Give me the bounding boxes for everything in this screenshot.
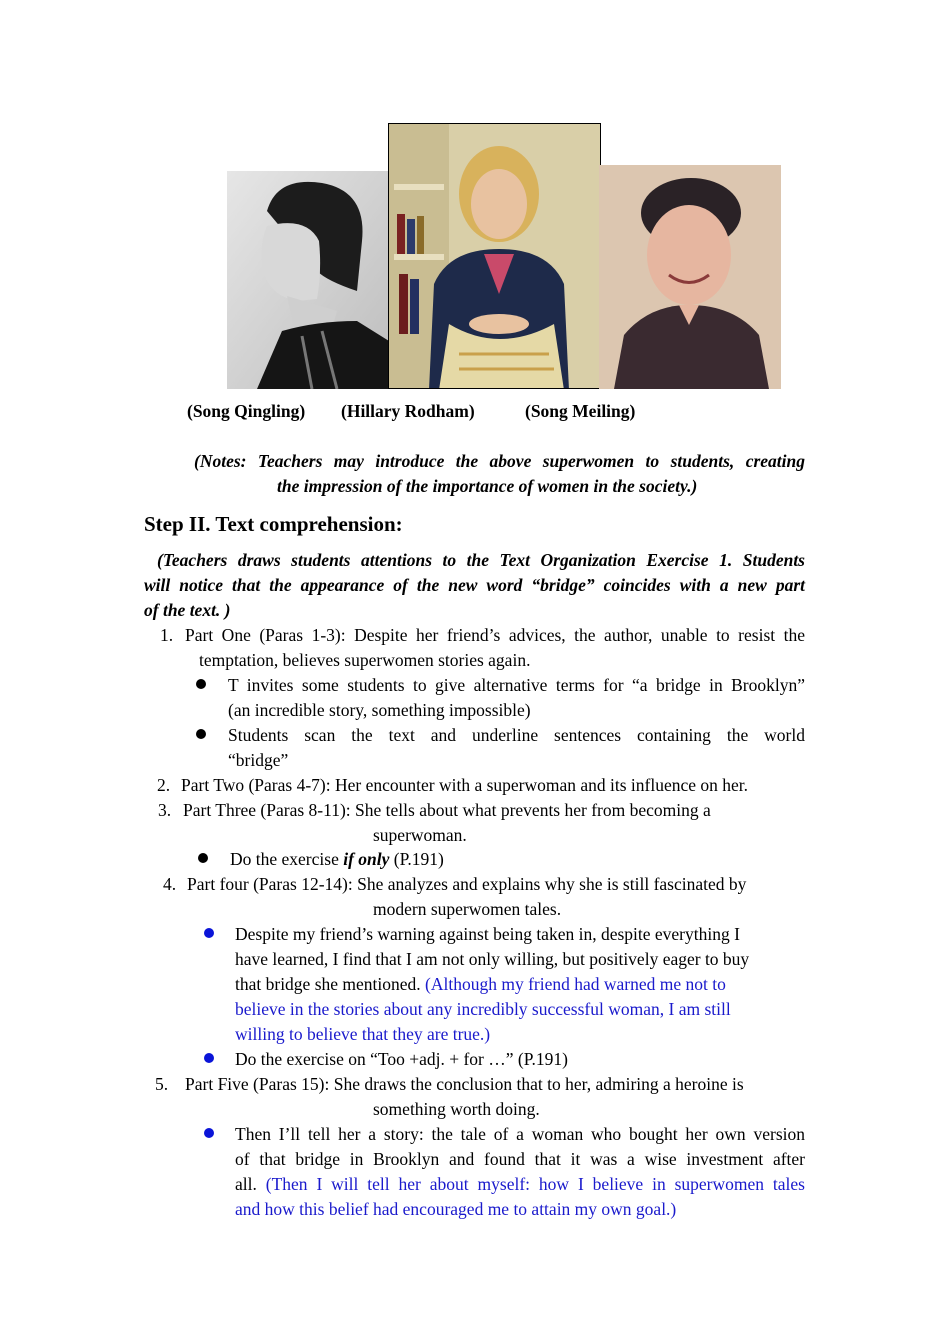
photo-song-qingling [227, 171, 389, 389]
photo-hillary-rodham [388, 123, 601, 389]
part-4-bullet-1-text: that bridge she mentioned. [235, 974, 426, 994]
part-5-line-1: Part Five (Paras 15): She draws the conclusion that to her, admiring a heroine is [185, 1074, 744, 1094]
bullet-dot [196, 729, 206, 739]
part-1-bullet-1-line-1: T invites some students to give alternative terms for “a bridge in Brooklyn” [228, 675, 805, 695]
caption-song-meiling: (Song Meiling) [525, 401, 636, 421]
section-heading: Step II. Text comprehension: [144, 512, 403, 536]
part-4-bullet-1-line-2: have learned, I find that I am not only willing, but positively eager to buy [235, 949, 750, 969]
part-3-bullet-page: (P.191) [389, 849, 444, 869]
part-5-bullet-1-line-1: Then I’ll tell her a story: the tale of a woman who bought her own version [235, 1124, 805, 1144]
intro-line-2: will notice that the appearance of the new word “bridge” coincides with a new part [144, 575, 805, 595]
caption-song-qingling: (Song Qingling) [187, 401, 306, 421]
part-3-number: 3. [158, 800, 172, 820]
intro-line-3: of the text. ) [144, 600, 231, 620]
part-5-bullet-1-line-3 [235, 1172, 805, 1197]
intro-line-1: (Teachers draws students attentions to the Text Organization Exercise 1. Students [157, 550, 805, 570]
part-5-bullet-1-paraphrase: (Then I will tell her about myself: how I believe in superwomen tales [265, 1174, 805, 1194]
part-3-bullet-text: Do the exercise [230, 849, 344, 869]
part-4-bullet-1-paraphrase: (Although my friend had warned me not to [425, 974, 726, 994]
part-1-number: 1. [160, 625, 174, 645]
part-5-number: 5. [155, 1074, 169, 1094]
part-4-bullet-1-line-5: willing to believe that they are true.) [235, 1024, 491, 1044]
part-5-line-2: something worth doing. [373, 1099, 540, 1119]
part-4-bullet-1-line-1: Despite my friend’s warning against being taken in, despite everything I [235, 924, 740, 944]
part-4-bullet-1-line-4: believe in the stories about any incredibly successful woman, I am still [235, 999, 731, 1019]
caption-hillary-rodham: (Hillary Rodham) [341, 401, 475, 421]
part-3-bullet-emphasis: if only [343, 849, 390, 869]
part-4-line-1: Part four (Paras 12-14): She analyzes and explains why she is still fascinated by [187, 874, 747, 894]
part-3-line-1: Part Three (Paras 8-11): She tells about what prevents her from becoming a [183, 800, 711, 820]
bullet-dot [204, 928, 214, 938]
part-1-line-2: temptation, believes superwomen stories again. [199, 650, 531, 670]
part-4-number: 4. [163, 874, 177, 894]
part-1-bullet-2-line-2: “bridge” [228, 750, 289, 770]
bullet-dot [198, 853, 208, 863]
notes-line-2: the impression of the importance of women in the society.) [277, 476, 698, 496]
part-1-line-1: Part One (Paras 1-3): Despite her friend’s advices, the author, unable to resist the [185, 625, 805, 645]
part-5-bullet-1-line-4: and how this belief had encouraged me to attain my own goal.) [235, 1199, 677, 1219]
bullet-dot [196, 679, 206, 689]
photo-song-meiling [599, 165, 781, 389]
bullet-dot [204, 1053, 214, 1063]
part-1-bullet-1-line-2: (an incredible story, something impossible) [228, 700, 531, 720]
part-3-bullet [230, 847, 444, 872]
part-1-bullet-2-line-1: Students scan the text and underline sentences containing the world [228, 725, 805, 745]
part-3-line-2: superwoman. [373, 825, 467, 845]
notes-line-1: (Notes: Teachers may introduce the above superwomen to students, creating [194, 451, 805, 471]
part-4-bullet-2: Do the exercise on “Too +adj. + for …” (P.191) [235, 1049, 568, 1069]
part-2-line-1: Part Two (Paras 4-7): Her encounter with a superwoman and its influence on her. [181, 775, 749, 795]
part-4-line-2: modern superwomen tales. [373, 899, 562, 919]
bullet-dot [204, 1128, 214, 1138]
part-4-bullet-1-line-3 [235, 972, 726, 997]
part-2-number: 2. [157, 775, 171, 795]
part-5-bullet-1-text: all. [235, 1174, 266, 1194]
part-5-bullet-1-line-2: of that bridge in Brooklyn and found that it was a wise investment after [235, 1149, 805, 1169]
